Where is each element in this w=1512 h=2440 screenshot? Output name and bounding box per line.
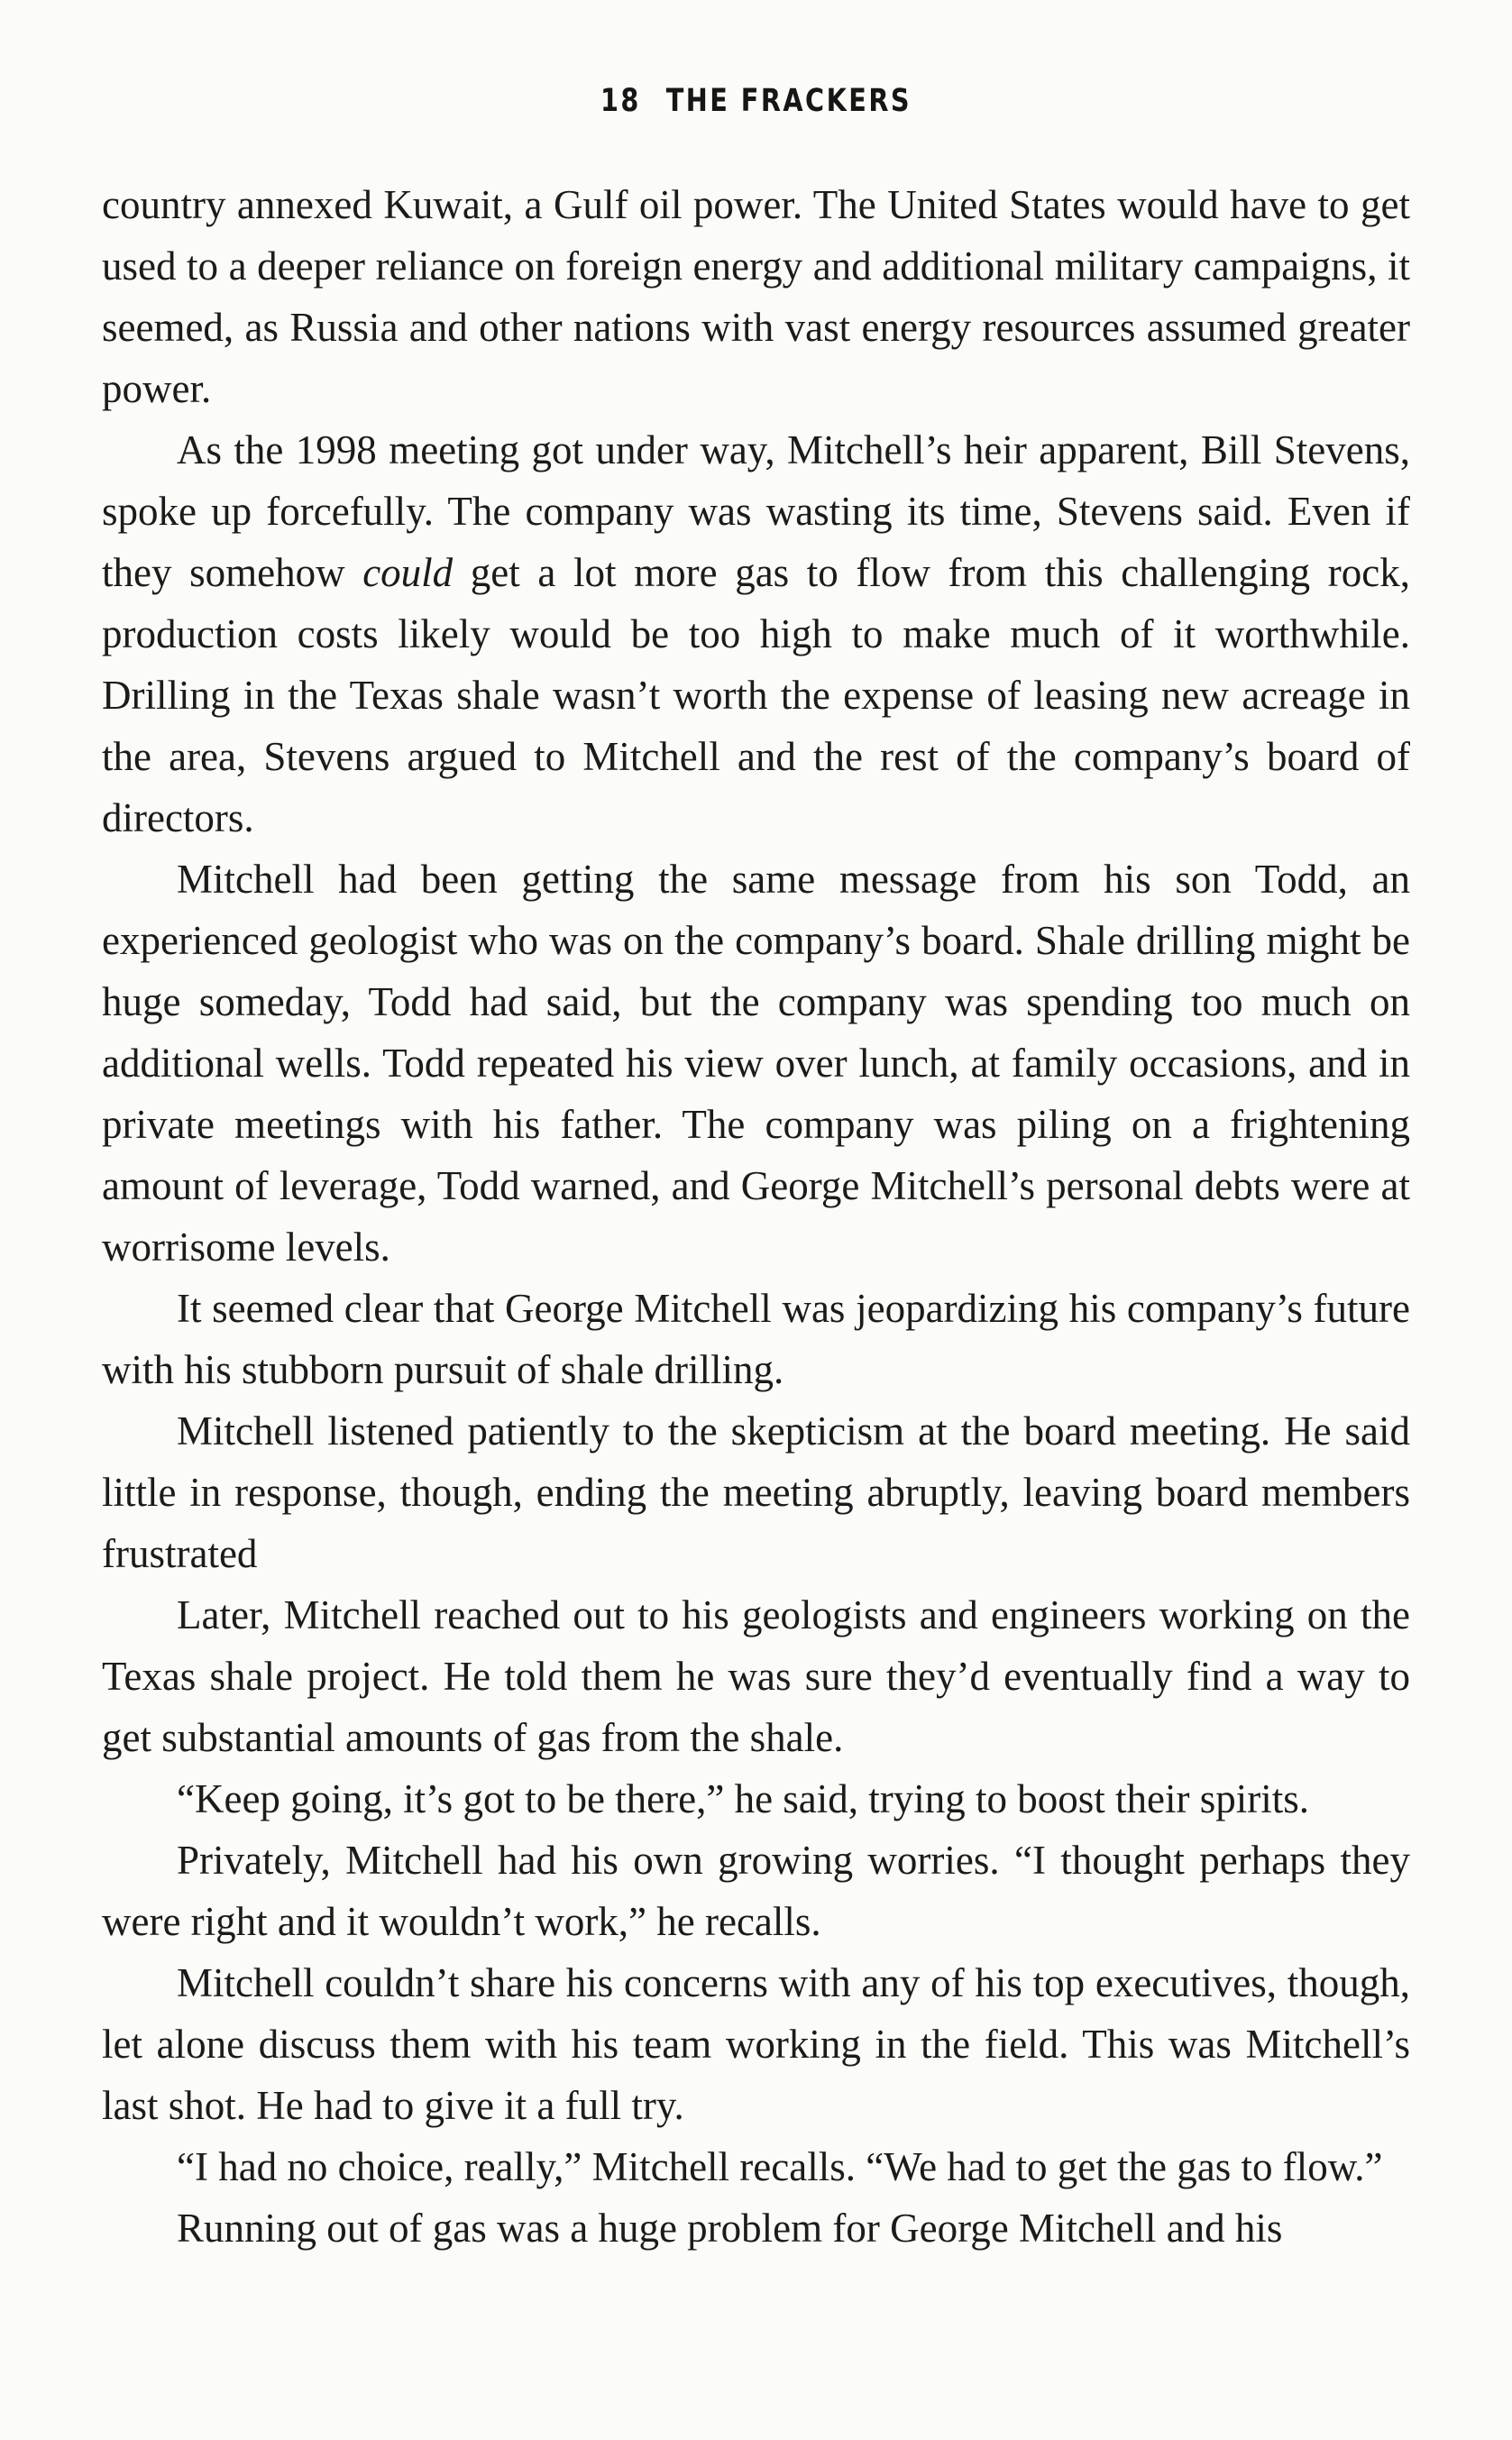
- paragraph: [102, 1952, 1410, 2136]
- paragraph: [102, 1584, 1410, 1768]
- paragraph: [102, 1278, 1410, 1400]
- paragraph-text: Mitchell listened patiently to the skepticism at the board meeting. He said little in response, though, ending the meeting abruptly, leaving board members frustrated: [102, 1408, 1410, 1576]
- running-head: [136, 83, 1376, 119]
- paragraph-text: Running out of gas was a huge problem for George Mitchell and his: [177, 2206, 1283, 2251]
- paragraph-text: “Keep going, it’s got to be there,” he said, trying to boost their spirits.: [177, 1776, 1310, 1821]
- paragraph-text: As the 1998 meeting got under way, Mitchell’s heir apparent, Bill Stevens, spoke up forcefully. The company was wasting its time, Stevens said. Even if they somehow: [102, 427, 1410, 595]
- paragraph-text: “I had no choice, really,” Mitchell recalls. “We had to get the gas to flow.”: [177, 2144, 1383, 2189]
- paragraph-text: Mitchell had been getting the same message from his son Todd, an experienced geologist who was on the company’s board. Shale drilling might be huge someday, Todd had said, but the company was spending too much on additional wells. Todd repeated his view over lunch, at family occasions, and in private meetings with his father. The company was piling on a frightening amount of leverage, Todd warned, and George Mitchell’s personal debts were at worrisome levels.: [102, 857, 1410, 1270]
- paragraph: [102, 2197, 1410, 2259]
- paragraph: [102, 2136, 1410, 2197]
- paragraph: [102, 1830, 1410, 1952]
- paragraph: [102, 1400, 1410, 1584]
- paragraph: [102, 1768, 1410, 1830]
- paragraph-text: get a lot more gas to flow from this challenging rock, production costs likely would be too high to make much of it worthwhile. Drilling in the Texas shale wasn’t worth the expense of leasing new acreage in the area, Stevens argued to Mitchell and the rest of the company’s board of directors.: [102, 550, 1410, 840]
- book-title: THE FRACKERS: [665, 83, 912, 119]
- paragraph-text: Privately, Mitchell had his own growing worries. “I thought perhaps they were right and it wouldn’t work,” he recalls.: [102, 1838, 1410, 1944]
- emphasis-text: could: [362, 550, 454, 595]
- page-number: 18: [600, 83, 641, 119]
- paragraph-text: Mitchell couldn’t share his concerns with any of his top executives, though, let alone discuss them with his team working in the field. This was Mitchell’s last shot. He had to give it a full try.: [102, 1960, 1410, 2128]
- paragraph-text: country annexed Kuwait, a Gulf oil power. The United States would have to get used to a deeper reliance on foreign energy and additional military campaigns, it seemed, as Russia and other nations with vast energy resources assumed greater power.: [102, 182, 1410, 411]
- body-text: [102, 174, 1410, 2259]
- paragraph-text: Later, Mitchell reached out to his geologists and engineers working on the Texas shale project. He told them he was sure they’d eventually find a way to get substantial amounts of gas from the shale.: [102, 1592, 1410, 1760]
- paragraph: [102, 419, 1410, 848]
- paragraph-text: It seemed clear that George Mitchell was jeopardizing his company’s future with his stubborn pursuit of shale drilling.: [102, 1286, 1410, 1392]
- paragraph: [102, 848, 1410, 1278]
- paragraph-continued: [102, 174, 1410, 419]
